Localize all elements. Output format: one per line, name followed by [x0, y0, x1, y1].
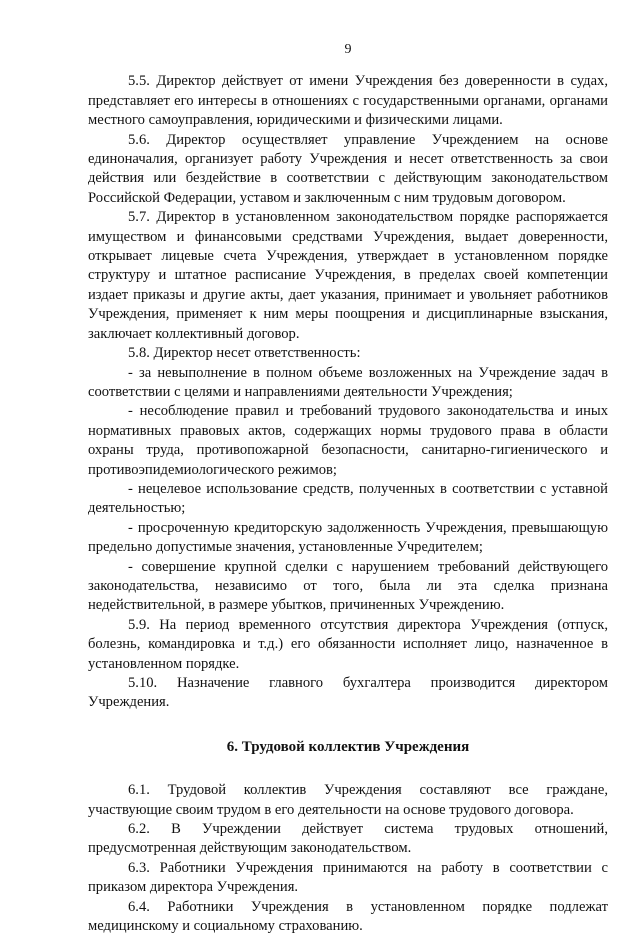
list-item-major-deal: - совершение крупной сделки с нарушением требований действующего законодательства, независимо от того, была ли эта сделка признана недействительной, в размере убытков, причиненных Учреждению.	[88, 558, 608, 614]
document-page	[88, 40, 608, 936]
section-heading: 6. Трудовой коллектив Учреждения	[226, 738, 470, 755]
paragraph-5-10: 5.10. Назначение главного бухгалтера производится директором Учреждения.	[88, 675, 608, 711]
paragraph-5-6: 5.6. Директор осуществляет управление Учреждением на основе единоначалия, организует работу Учреждения и несет ответственность за свои действия или бездействие в соответствии с действующим законодательством Российской Федерации, уставом и заключенным с ним трудовым договором.	[88, 131, 608, 206]
list-item-overdue-debt: - просроченную кредиторскую задолженность Учреждения, превышающую предельно допустимые значения, установленные Учредителем;	[88, 519, 608, 556]
paragraph-5-5: 5.5. Директор действует от имени Учреждения без доверенности в судах, представляет его интересы в отношениях с государственными органами, органами местного самоуправления, юридическими и физическими лицами.	[88, 73, 608, 129]
paragraph-6-4: 6.4. Работники Учреждения в установленном порядке подлежат медицинскому и социальному страхованию.	[88, 898, 608, 935]
list-item-labor-law: - несоблюдение правил и требований трудового законодательства и иных нормативных правовых актов, содержащих нормы трудового права в области охраны труда, противопожарной безопасности, санитарно-гигиенического и противоэпидемиологического режимов;	[88, 403, 608, 478]
list-item-funds-misuse: - нецелевое использование средств, полученных в соответствии с уставной деятельностью;	[88, 480, 608, 517]
paragraph-6-2: 6.2. В Учреждении действует система трудовых отношений, предусмотренная действующим законодательством.	[88, 821, 608, 857]
paragraph-5-9: 5.9. На период временного отсутствия директора Учреждения (отпуск, болезнь, командировка и т.д.) его обязанности исполняет лицо, назначенное в установленном порядке.	[88, 616, 608, 672]
paragraph-5-8: 5.8. Директор несет ответственность:	[128, 345, 361, 362]
paragraph-5-7: 5.7. Директор в установленном законодательством порядке распоряжается имуществом и финансовыми средствами Учреждения, выдает доверенности, открывает лицевые счета Учреждения, утверждает в установленном порядке структуру и штатное расписание Учреждения, в пределах своей компетенции издает приказы и другие акты, дает указания, принимает и увольняет работников Учреждения, применяет к ним меры поощрения и дисциплинарные взыскания, заключает коллективный договор.	[88, 209, 608, 342]
paragraph-6-3: 6.3. Работники Учреждения принимаются на работу в соответствии с приказом директора Учреждения.	[88, 859, 608, 896]
list-item-tasks: - за невыполнение в полном объеме возложенных на Учреждение задач в соответствии с целями и направлениями деятельности Учреждения;	[88, 364, 608, 400]
page-number: 9	[344, 42, 352, 57]
paragraph-6-1: 6.1. Трудовой коллектив Учреждения составляют все граждане, участвующие своим трудом в его деятельности на основе трудового договора.	[88, 782, 608, 818]
